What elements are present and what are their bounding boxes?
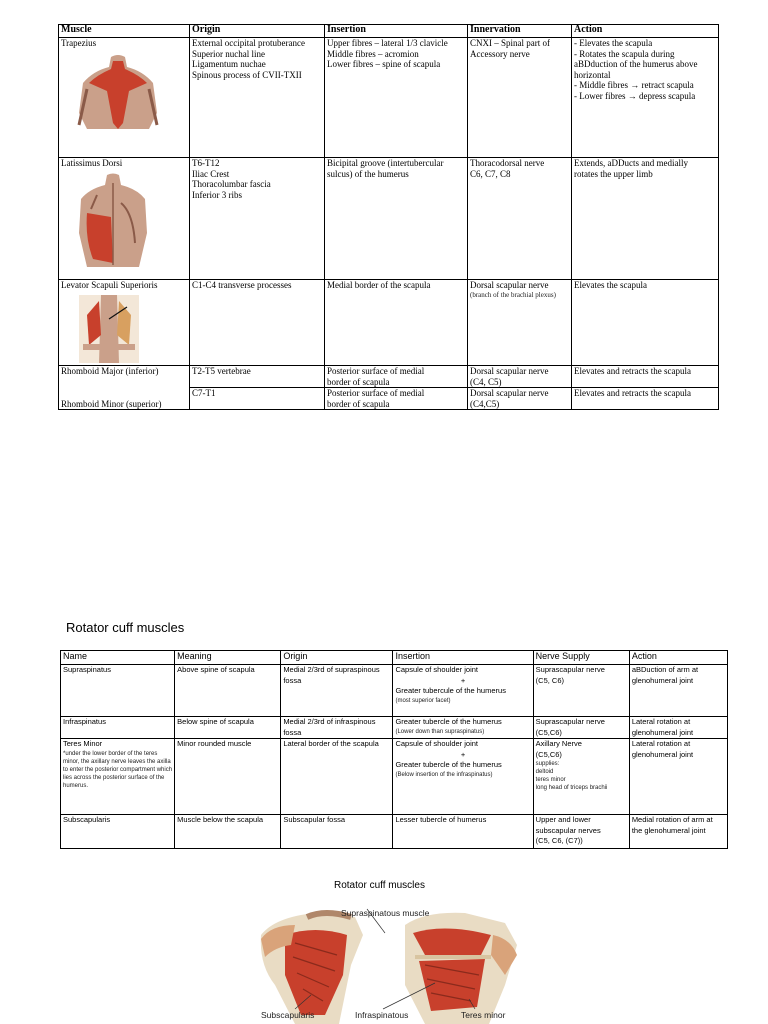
origin-cell [190,388,325,410]
origin-cell: Lateral border of the scapula [281,739,393,815]
nerve-note: teres minor [535,777,566,783]
action-cell [572,38,719,158]
label-teres-minor: Teres minor [461,1010,506,1020]
action-cell [572,280,719,366]
nerve-line: Suprascapular nerve [535,665,605,674]
nerve-note: long head of triceps brachii [535,785,608,791]
action-line: - Rotates the scapula during [574,48,675,59]
header-cell: Origin [281,651,393,665]
muscle-cell [59,158,190,280]
origin-line: Superior nuchal line [192,48,265,59]
insertion-note: (Lower down than supraspinatus) [395,728,485,735]
insertion-cell [325,38,468,158]
levator-scapulae-illustration [79,295,139,363]
origin-cell [190,158,325,280]
muscle-name: Teres Minor [63,739,103,748]
origin-line: Inferior 3 ribs [192,189,242,200]
origin-line: C7-T1 [192,388,216,398]
innervation-line: C6, C7, C8 [470,168,511,179]
action-line: - Middle fibres → retract scapula [574,80,694,90]
nerve-line: subscapular nerves [535,825,601,835]
plus-sign: + [460,749,466,759]
anterior-shoulder-drawing [261,913,363,1024]
insertion-line: Greater tubercule of the humerus [395,686,506,695]
origin-line: T6-T12 [192,158,220,168]
table-row [59,158,719,280]
origin-line: T2-T5 vertebrae [192,366,251,376]
action-cell: Medial rotation of arm at the glenohumeral joint [629,815,727,849]
header-cell: Name [61,651,175,665]
action-cell [572,366,719,388]
insertion-line: sulcus) of the humerus [327,168,409,179]
innervation-cell [468,388,572,410]
origin-line: Iliac Crest [192,168,230,179]
name-cell: Infraspinatus [61,717,175,739]
header-cell: Insertion [325,25,468,38]
label-subscapularis: Subscapularis [261,1010,315,1020]
origin-cell: Medial 2/3rd of infraspinous fossa [281,717,393,739]
insertion-cell [325,158,468,280]
action-line: Extends, aDDucts and medially [574,158,688,168]
posterior-shoulder-drawing [405,913,517,1024]
insertion-note: (Below insertion of the infraspinatus) [395,771,493,778]
action-line: Elevates the scapula [574,280,647,290]
action-line: horizontal [574,69,611,80]
innervation-line: CNXI – Spinal part of [470,38,550,48]
nerve-cell [533,815,629,849]
plus-sign: + [460,675,466,685]
nerve-line: (C5,C6) [535,749,562,759]
innervation-cell [468,158,572,280]
origin-line: C1-C4 transverse processes [192,280,292,290]
insertion-line: Bicipital groove (intertubercular [327,158,444,168]
action-line: Elevates and retracts the scapula [574,366,691,376]
action-line: rotates the upper limb [574,168,653,179]
muscle-name: Latissimus Dorsi [61,158,123,168]
nerve-note: deltoid [535,769,554,775]
action-line: Elevates and retracts the scapula [574,388,691,398]
origin-line: External occipital protuberance [192,38,305,48]
nerve-line: Axillary Nerve [535,739,582,748]
action-cell [572,158,719,280]
insertion-line: Greater tubercle of the humerus [395,760,502,769]
action-line: - Lower fibres → depress scapula [574,90,696,101]
nerve-note: supplies: [535,761,560,767]
insertion-line: border of scapula [327,398,390,409]
insertion-cell [325,280,468,366]
latissimus-illustration [73,173,153,269]
nerve-line: (C5, C6, (C7)) [535,836,583,845]
insertion-line: Posterior surface of medial [327,388,425,398]
insertion-cell [393,739,533,815]
action-cell: Lateral rotation at glenohumeral joint [629,717,727,739]
innervation-line: Accessory nerve [470,48,530,59]
nerve-cell [533,665,629,717]
header-cell: Insertion [393,651,533,665]
insertion-line: Medial border of the scapula [327,280,431,290]
name-cell: Subscapularis [61,815,175,849]
muscle-name: Trapezius [61,38,97,48]
name-cell: Supraspinatus [61,665,175,717]
header-cell: Nerve Supply [533,651,629,665]
innervation-cell [468,366,572,388]
origin-cell [190,280,325,366]
insertion-line: Capsule of shoulder joint [395,665,479,674]
insertion-line: Greater tubercle of the humerus [395,717,502,726]
insertion-cell [325,366,468,388]
origin-line: Ligamentum nuchae [192,59,266,69]
meaning-cell: Above spine of scapula [175,665,281,717]
nerve-cell [533,739,629,815]
table-row [61,717,728,739]
innervation-line: (C4, C5) [470,376,502,387]
label-supraspinatous: Supraspinatous muscle [341,908,430,918]
nerve-cell [533,717,629,739]
insertion-note: (most superior facet) [395,697,451,704]
action-cell [572,388,719,410]
table-header-row [61,651,728,665]
table-row [59,38,719,158]
innervation-line: (C4,C5) [470,398,500,409]
muscle-table [58,24,719,410]
muscle-name: Levator Scapuli Superioris [61,280,158,290]
name-note: *under the lower border of the teres minor, the axillary nerve leaves the axilla to enter the posterior compartment which lies across the posterior surface of the humerus. [63,750,173,789]
insertion-line: Lower fibres – spine of scapula [327,59,441,69]
insertion-line: border of scapula [327,376,390,387]
name-cell [61,739,175,815]
muscle-cell [59,280,190,366]
origin-cell [190,366,325,388]
nerve-line: (C5,C6) [535,727,562,737]
muscle-name: Rhomboid Minor (superior) [61,398,162,409]
innervation-cell [468,38,572,158]
action-line: - Elevates the scapula [574,38,653,48]
action-line: aBDduction of the humerus above [574,59,698,69]
innervation-line: Thoracodorsal nerve [470,158,545,168]
origin-line: Spinous process of CVII-TXII [192,69,302,80]
meaning-cell: Minor rounded muscle [175,739,281,815]
rotator-cuff-illustration [255,895,525,1024]
table-row [61,665,728,717]
muscle-cell [59,366,190,410]
innervation-line: Dorsal scapular nerve [470,366,549,376]
header-cell: Action [572,25,719,38]
innervation-cell [468,280,572,366]
table-row [59,366,719,388]
origin-cell: Subscapular fossa [281,815,393,849]
insertion-cell [325,388,468,410]
innervation-line: Dorsal scapular nerve [470,280,549,290]
action-cell: Lateral rotation at glenohumeral joint [629,739,727,815]
table-row [61,815,728,849]
origin-cell [190,38,325,158]
insertion-cell: Lesser tubercle of humerus [393,815,533,849]
muscle-name: Rhomboid Major (inferior) [61,366,159,376]
meaning-cell: Muscle below the scapula [175,815,281,849]
nerve-line: Suprascapular nerve [535,717,605,726]
meaning-cell: Below spine of scapula [175,717,281,739]
insertion-line: Upper fibres – lateral 1/3 clavicle [327,38,448,48]
origin-line: Thoracolumbar fascia [192,179,271,189]
header-cell: Innervation [468,25,572,38]
trapezius-illustration [73,53,163,131]
table-row [61,739,728,815]
label-infraspinatous: Infraspinatous [355,1010,409,1020]
insertion-line: Middle fibres – acromion [327,48,419,59]
innervation-line: Dorsal scapular nerve [470,388,549,398]
header-cell: Meaning [175,651,281,665]
insertion-line: Capsule of shoulder joint [395,739,479,748]
nerve-line: Upper and lower [535,815,591,824]
origin-cell: Medial 2/3rd of supraspinous fossa [281,665,393,717]
muscle-cell [59,38,190,158]
table-row [59,280,719,366]
header-cell: Origin [190,25,325,38]
action-cell: aBDuction of arm at glenohumeral joint [629,665,727,717]
insertion-line: Posterior surface of medial [327,366,425,376]
insertion-cell [393,717,533,739]
section-heading: Rotator cuff muscles [66,620,185,635]
nerve-line: (C5, C6) [535,675,565,685]
header-cell: Muscle [59,25,190,38]
innervation-note: (branch of the brachial plexus) [470,290,556,299]
table-header-row [59,25,719,38]
rotator-cuff-table [60,650,728,849]
insertion-cell [393,665,533,717]
header-cell: Action [629,651,727,665]
figure-title: Rotator cuff muscles [334,880,425,891]
